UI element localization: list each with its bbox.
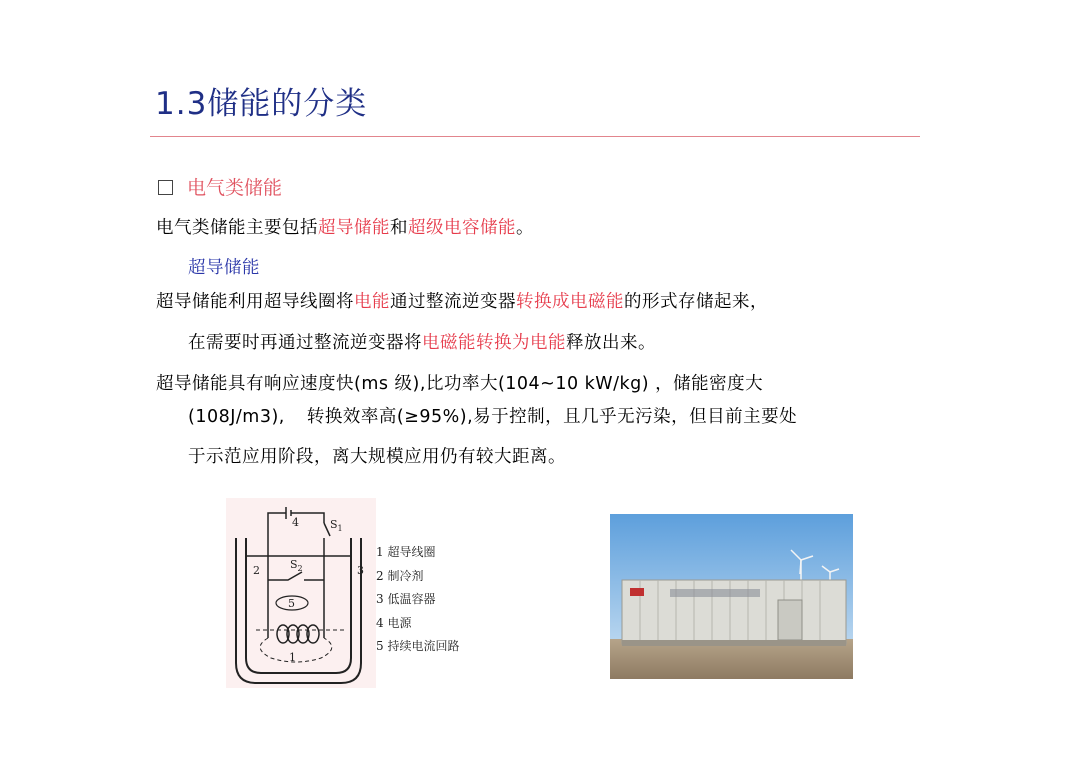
section-heading-text: 电气类储能 <box>187 177 283 199</box>
legend-item: 4 电源 <box>376 615 412 630</box>
legend-item: 5 持续电流回路 <box>376 639 460 653</box>
diagram-legend <box>376 541 459 659</box>
text-run: 的形式存储起来， <box>624 292 768 312</box>
legend-item: 1 超导线圈 <box>376 545 436 559</box>
subheading: 超导储能 <box>188 258 260 278</box>
label-3: 3 <box>357 564 364 577</box>
text-run: 电气类储能主要包括 <box>156 218 318 238</box>
paragraph-line-3 <box>188 329 656 354</box>
text-run: 转换效率高(≥95%),易于控制，且几乎无污染，但目前主要处 <box>306 407 798 427</box>
text-run: 超导储能利用超导线圈将 <box>156 292 354 312</box>
text-run: 和 <box>390 218 408 238</box>
highlight-convert-em: 转换成电磁能 <box>516 292 624 312</box>
highlight-superconducting: 超导储能 <box>318 218 390 238</box>
section-heading <box>158 173 282 200</box>
legend-item: 2 制冷剂 <box>376 568 424 583</box>
label-s1: $S_1$ <box>330 518 343 533</box>
paragraph-line-1 <box>156 214 534 239</box>
page-title: 1.3储能的分类 <box>155 86 368 122</box>
highlight-em-to-electric: 电磁能转换为电能 <box>422 333 566 353</box>
storage-container-photo <box>610 514 853 679</box>
text-run: 。 <box>516 218 534 238</box>
paragraph-line-5 <box>188 403 797 428</box>
title-divider <box>150 136 920 137</box>
label-4: 4 <box>292 516 299 529</box>
label-s2: $S_2$ <box>290 558 303 573</box>
checkbox-bullet-icon <box>158 180 173 195</box>
legend-item: 3 低温容器 <box>376 592 436 606</box>
highlight-supercapacitor: 超级电容储能 <box>408 218 516 238</box>
text-run: 在需要时再通过整流逆变器将 <box>188 333 422 353</box>
label-2: 2 <box>253 564 260 577</box>
text-run: 通过整流逆变器 <box>390 292 516 312</box>
paragraph-line-2 <box>156 288 768 313</box>
label-1: 1 <box>289 651 296 664</box>
label-5: 5 <box>288 597 295 610</box>
text-run: (108J/m3), <box>188 407 285 427</box>
paragraph-line-6: 于示范应用阶段，离大规模应用仍有较大距离。 <box>188 447 566 467</box>
text-run: 释放出来。 <box>566 333 656 353</box>
highlight-electric-energy: 电能 <box>354 292 390 312</box>
paragraph-line-4: 超导储能具有响应速度快(ms 级),比功率大(104~10 kW/kg) ，储能密度大 <box>156 374 764 394</box>
